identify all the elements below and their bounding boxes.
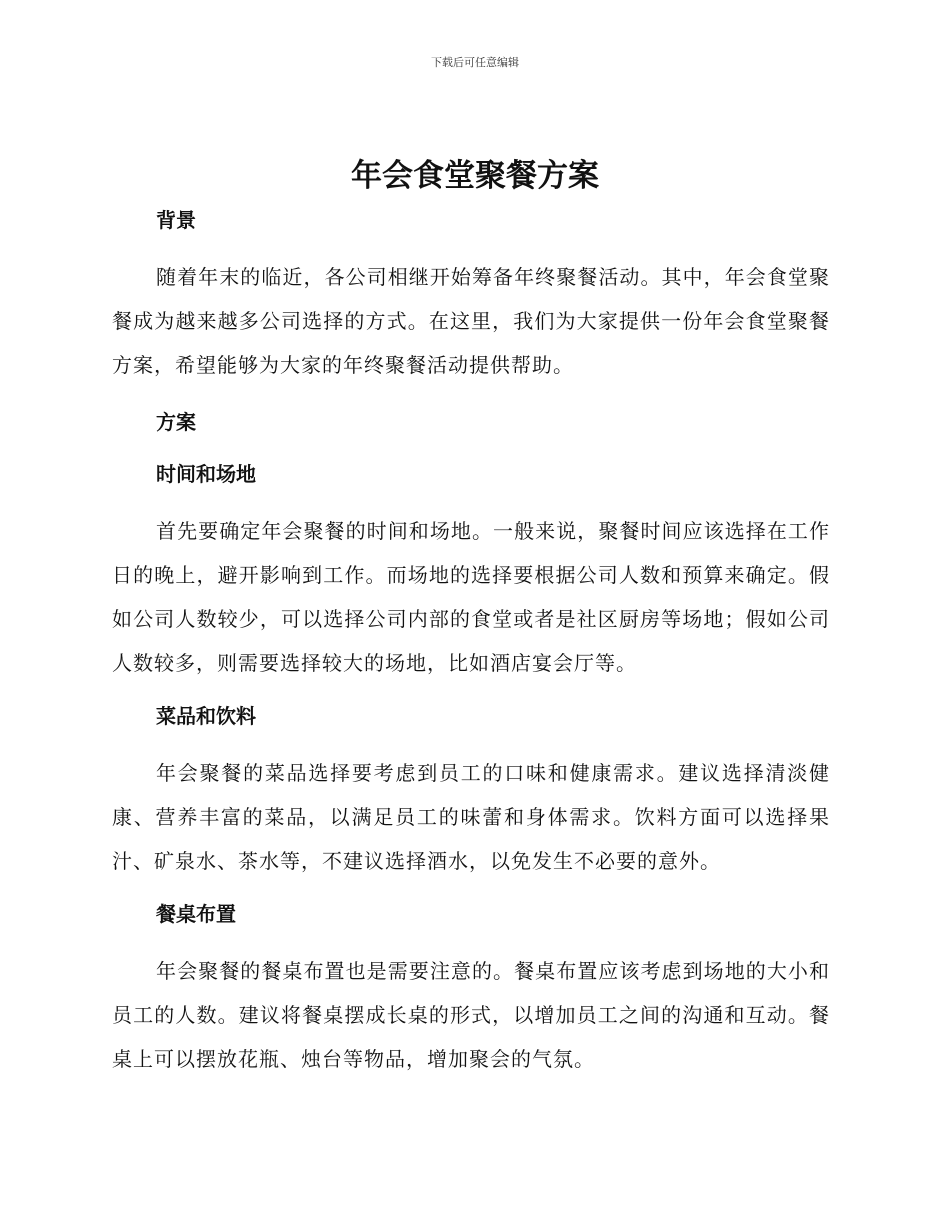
section-paragraph-background: 随着年末的临近，各公司相继开始筹备年终聚餐活动。其中，年会食堂聚餐成为越来越多公司选择的方式。在这里，我们为大家提供一份年会食堂聚餐方案，希望能够为大家的年终聚餐活动提供帮助。 [112, 265, 830, 377]
section-heading-background: 背景 [156, 208, 196, 232]
section-heading-dishes-drinks: 菜品和饮料 [156, 704, 256, 728]
section-paragraph-time-venue: 首先要确定年会聚餐的时间和场地。一般来说，聚餐时间应该选择在工作日的晚上，避开影响到工作。而场地的选择要根据公司人数和预算来确定。假如公司人数较少，可以选择公司内部的食堂或者是社区厨房等场地；假如公司人数较多，则需要选择较大的场地，比如酒店宴会厅等。 [112, 519, 830, 675]
document-body [112, 203, 830, 1081]
section-heading-table-layout: 餐桌布置 [156, 902, 236, 926]
section-paragraph-dishes-drinks: 年会聚餐的菜品选择要考虑到员工的口味和健康需求。建议选择清淡健康、营养丰富的菜品，以满足员工的味蕾和身体需求。饮料方面可以选择果汁、矿泉水、茶水等，不建议选择酒水，以免发生不必要的意外。 [112, 761, 830, 873]
section-paragraph-table-layout: 年会聚餐的餐桌布置也是需要注意的。餐桌布置应该考虑到场地的大小和员工的人数。建议将餐桌摆成长桌的形式，以增加员工之间的沟通和互动。餐桌上可以摆放花瓶、烛台等物品，增加聚会的气氛。 [112, 959, 830, 1071]
section-heading-plan: 方案 [156, 410, 196, 434]
document-title: 年会食堂聚餐方案 [351, 158, 599, 194]
section-heading-time-venue: 时间和场地 [156, 462, 256, 486]
page-header-note: 下载后可任意编辑 [431, 56, 519, 69]
